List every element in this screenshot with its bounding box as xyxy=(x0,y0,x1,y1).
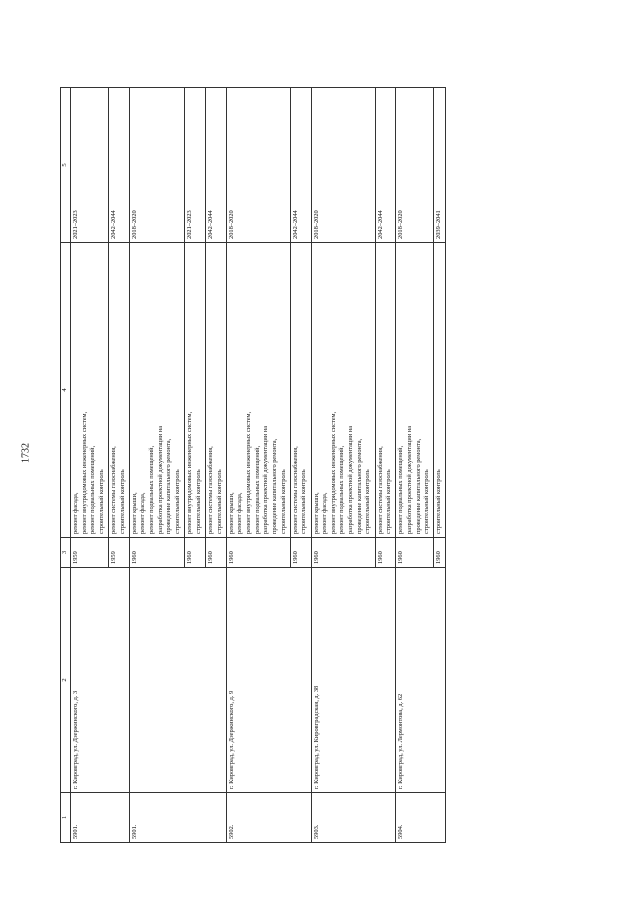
year-cell: 1960 xyxy=(290,538,311,568)
works-cell xyxy=(109,243,130,538)
work-item: ремонт крыши, xyxy=(227,492,235,534)
works-cell xyxy=(375,243,396,538)
table-row xyxy=(226,88,290,843)
work-item: ремонт системы газоснабжения, xyxy=(110,446,118,534)
work-item: строительный контроль xyxy=(279,469,287,534)
address-cell xyxy=(129,568,226,793)
header-col-2: 2 xyxy=(61,568,71,793)
work-item: ремонт внутридомовых инженерных систем, xyxy=(329,411,337,534)
work-item: ремонт крыши, xyxy=(130,492,138,534)
row-number: 5901. xyxy=(71,793,130,843)
year-cell: 1960 xyxy=(205,538,226,568)
work-item: ремонт внутридомовых инженерных систем, xyxy=(186,411,194,534)
works-cell xyxy=(205,243,226,538)
period-cell: 2021–2023 xyxy=(71,88,109,243)
works-cell xyxy=(434,243,446,538)
year-cell: 1959 xyxy=(109,538,130,568)
work-item: разработка проектной документации на xyxy=(262,425,270,534)
work-item: строительный контроль xyxy=(118,469,126,534)
work-item: ремонт фасада, xyxy=(321,492,329,534)
work-item: проведение капитального ремонта, xyxy=(355,438,363,534)
work-item: ремонт подвальных помещений, xyxy=(338,445,346,534)
work-item: разработка проектной документации на xyxy=(347,425,355,534)
period-cell: 2018–2020 xyxy=(311,88,375,243)
page-number: 1732 xyxy=(20,443,32,463)
year-cell: 1960 xyxy=(129,538,184,568)
work-item: ремонт крыши, xyxy=(312,492,320,534)
works-cell xyxy=(396,243,434,538)
year-cell: 1960 xyxy=(311,538,375,568)
row-number: 5903. xyxy=(311,793,396,843)
work-item: проведение капитального ремонта, xyxy=(270,438,278,534)
work-item: строительный контроль xyxy=(385,469,393,534)
work-item: ремонт фасада, xyxy=(236,492,244,534)
work-item: строительный контроль xyxy=(435,469,443,534)
row-number: 5902. xyxy=(226,793,311,843)
year-cell: 1960 xyxy=(434,538,446,568)
header-col-4: 4 xyxy=(61,243,71,538)
address-cell: г. Кировград, ул. Кировградская, д. 38 xyxy=(311,568,396,793)
period-cell: 2042–2044 xyxy=(375,88,396,243)
work-item: ремонт фасада, xyxy=(139,492,147,534)
works-cell xyxy=(226,243,290,538)
work-item: разработка проектной документации на xyxy=(156,425,164,534)
period-cell: 2042–2044 xyxy=(109,88,130,243)
year-cell: 1960 xyxy=(185,538,206,568)
period-cell: 2018–2020 xyxy=(226,88,290,243)
table-container xyxy=(60,88,590,843)
header-col-5: 5 xyxy=(61,88,71,243)
work-item: разработка проектной документации на xyxy=(405,425,413,534)
works-cell xyxy=(129,243,184,538)
row-number: 5901. xyxy=(129,793,226,843)
work-item: ремонт внутридомовых инженерных систем, xyxy=(80,411,88,534)
period-cell: 2039–2041 xyxy=(434,88,446,243)
work-item: ремонт подвальных помещений, xyxy=(89,445,97,534)
works-cell xyxy=(311,243,375,538)
period-cell: 2018–2020 xyxy=(396,88,434,243)
work-item: ремонт подвальных помещений, xyxy=(148,445,156,534)
works-cell xyxy=(185,243,206,538)
works-cell xyxy=(71,243,109,538)
period-cell: 2018–2020 xyxy=(129,88,184,243)
table-row xyxy=(71,88,109,843)
address-cell: г. Кировград, ул. Дзержинского, д. 3 xyxy=(71,568,130,793)
work-item: строительный контроль xyxy=(97,469,105,534)
work-item: строительный контроль xyxy=(423,469,431,534)
year-cell: 1960 xyxy=(375,538,396,568)
rotated-table-frame xyxy=(60,88,590,843)
work-item: строительный контроль xyxy=(174,469,182,534)
work-item: проведение капитального ремонта, xyxy=(165,438,173,534)
table-row xyxy=(129,88,184,843)
header-row xyxy=(61,88,71,843)
period-cell: 2042–2044 xyxy=(290,88,311,243)
year-cell: 1959 xyxy=(71,538,109,568)
table-row xyxy=(311,88,375,843)
work-item: строительный контроль xyxy=(194,469,202,534)
table-body xyxy=(71,88,446,843)
table-row xyxy=(396,88,434,843)
work-item: ремонт подвальных помещений, xyxy=(253,445,261,534)
work-item: ремонт системы газоснабжения, xyxy=(206,446,214,534)
work-item: ремонт внутридомовых инженерных систем, xyxy=(245,411,253,534)
period-cell: 2042–2044 xyxy=(205,88,226,243)
row-number: 5904. xyxy=(396,793,446,843)
year-cell: 1960 xyxy=(396,538,434,568)
year-cell: 1960 xyxy=(226,538,290,568)
capital-repair-table xyxy=(60,87,446,843)
header-col-1: 1 xyxy=(61,793,71,843)
work-item: строительный контроль xyxy=(364,469,372,534)
work-item: проведение капитального ремонта, xyxy=(414,438,422,534)
work-item: строительный контроль xyxy=(215,469,223,534)
address-cell: г. Кировград, ул. Лермонтова, д. 62 xyxy=(396,568,446,793)
work-item: ремонт системы газоснабжения, xyxy=(291,446,299,534)
works-cell xyxy=(290,243,311,538)
work-item: ремонт подвальных помещений, xyxy=(397,445,405,534)
address-cell: г. Кировград, ул. Дзержинского, д. 9 xyxy=(226,568,311,793)
header-col-3: 3 xyxy=(61,538,71,568)
work-item: строительный контроль xyxy=(300,469,308,534)
period-cell: 2021–2023 xyxy=(185,88,206,243)
work-item: ремонт фасада, xyxy=(72,492,79,534)
work-item: ремонт системы газоснабжения, xyxy=(376,446,384,534)
